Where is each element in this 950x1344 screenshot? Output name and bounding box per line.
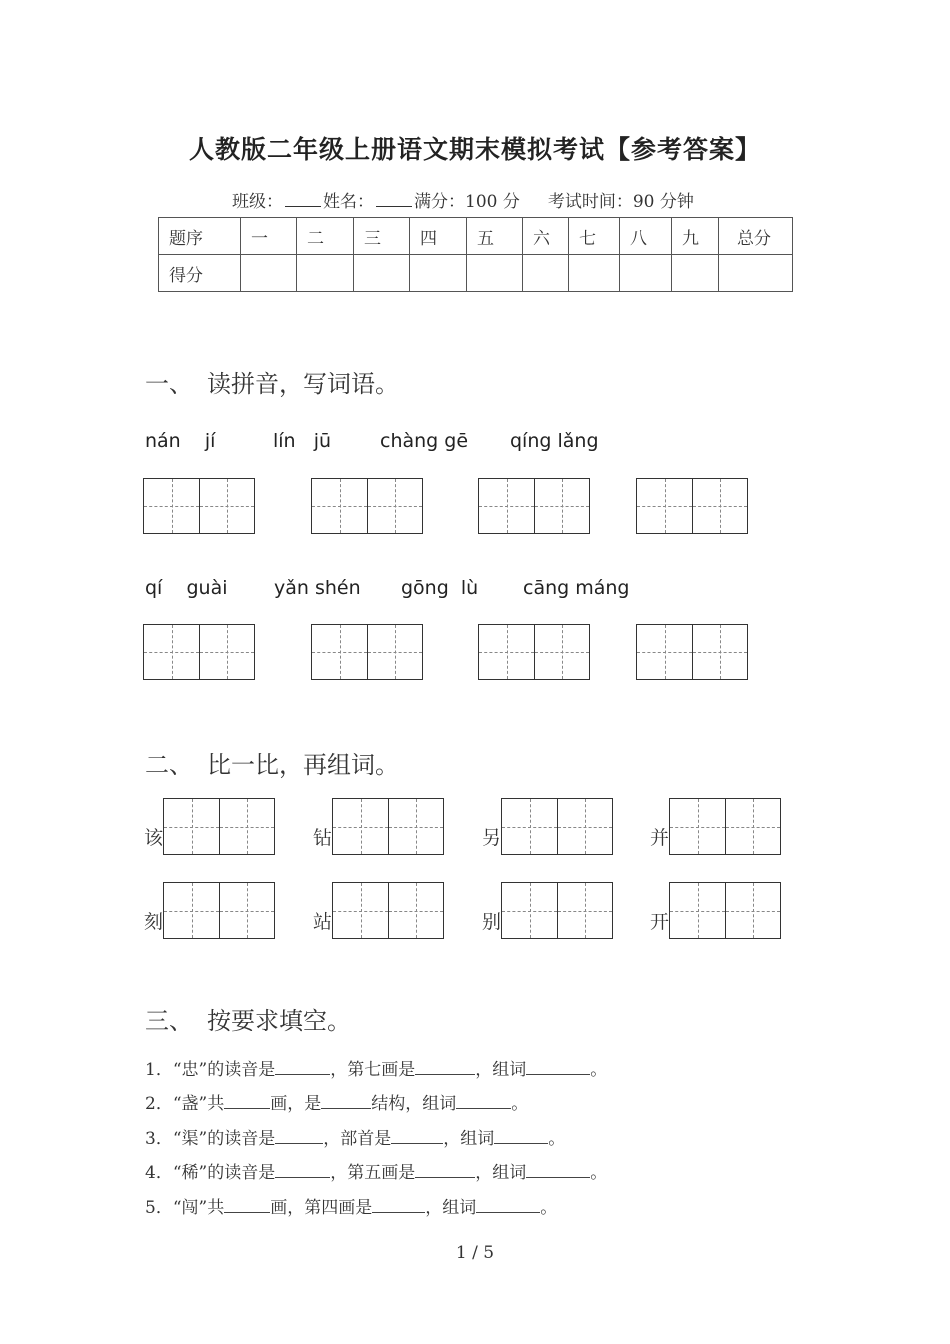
fill-question [145, 1158, 607, 1183]
score-header-cell: 九 [672, 218, 719, 255]
answer-blank[interactable] [275, 1059, 330, 1075]
question-text: 画，第四画是 [270, 1198, 373, 1218]
score-header-cell: 总分 [719, 218, 793, 255]
question-number: 3． [145, 1129, 173, 1149]
question-number: 2． [145, 1094, 173, 1114]
question-text: “盏”共 [172, 1094, 225, 1114]
question-text: ，第五画是 [330, 1163, 416, 1183]
score-header-cell: 七 [569, 218, 620, 255]
answer-blank[interactable] [526, 1162, 590, 1178]
writing-grid[interactable] [669, 882, 781, 939]
compare-char: 钻 [313, 827, 333, 849]
score-table-header-row [159, 218, 793, 255]
question-text: 画，是 [270, 1094, 322, 1114]
writing-grid[interactable] [636, 478, 748, 534]
question-text: “稀”的读音是 [172, 1163, 276, 1183]
writing-grid[interactable] [143, 478, 255, 534]
writing-grid[interactable] [311, 624, 423, 680]
section3-title: 按要求填空。 [207, 1007, 351, 1035]
answer-blank[interactable] [275, 1128, 323, 1144]
score-cell[interactable] [467, 255, 523, 292]
question-number: 4． [145, 1163, 173, 1183]
section3-number: 三、 [145, 1007, 193, 1035]
name-label: 姓名： [323, 192, 374, 212]
writing-grid[interactable] [332, 882, 444, 939]
section2-title: 比一比，再组词。 [207, 751, 399, 779]
score-cell[interactable] [719, 255, 793, 292]
page-number: 1 / 5 [455, 1243, 495, 1263]
score-cell[interactable] [410, 255, 467, 292]
compare-char: 别 [482, 911, 502, 933]
score-table [158, 217, 793, 292]
answer-blank[interactable] [321, 1093, 371, 1109]
answer-blank[interactable] [415, 1162, 475, 1178]
writing-grid[interactable] [501, 798, 613, 855]
score-cell[interactable] [297, 255, 354, 292]
fill-question [145, 1193, 557, 1218]
question-text: ，组词 [443, 1129, 495, 1149]
pinyin-label: nán jí [145, 430, 216, 452]
section2-number: 二、 [145, 751, 193, 779]
score-cell[interactable] [672, 255, 719, 292]
pinyin-label: cāng máng [523, 577, 630, 599]
score-header-cell: 题序 [159, 218, 241, 255]
score-row-label: 得分 [159, 255, 241, 292]
answer-blank[interactable] [456, 1093, 511, 1109]
writing-grid[interactable] [311, 478, 423, 534]
full-score: 满分：100 分 [414, 192, 520, 212]
answer-blank[interactable] [415, 1059, 475, 1075]
question-text: 。 [590, 1060, 608, 1080]
section2-heading [145, 745, 399, 780]
score-header-cell: 三 [354, 218, 410, 255]
answer-blank[interactable] [391, 1128, 443, 1144]
answer-blank[interactable] [224, 1093, 270, 1109]
score-header-cell: 八 [620, 218, 672, 255]
question-text: 。 [590, 1163, 608, 1183]
writing-grid[interactable] [163, 798, 275, 855]
pinyin-label: lín jū [273, 430, 332, 452]
answer-blank[interactable] [224, 1197, 270, 1213]
fill-question [145, 1089, 528, 1114]
score-header-cell: 六 [523, 218, 569, 255]
question-text: ，组词 [475, 1163, 527, 1183]
writing-grid[interactable] [669, 798, 781, 855]
answer-blank[interactable] [372, 1197, 425, 1213]
question-text: “闯”共 [172, 1198, 225, 1218]
question-text: ，组词 [425, 1198, 477, 1218]
writing-grid[interactable] [163, 882, 275, 939]
pinyin-label: chàng gē [380, 430, 469, 452]
compare-char: 开 [650, 911, 670, 933]
compare-char: 并 [650, 827, 670, 849]
question-text: ，第七画是 [330, 1060, 416, 1080]
section1-title: 读拼音，写词语。 [207, 370, 399, 398]
answer-blank[interactable] [526, 1059, 590, 1075]
answer-blank[interactable] [275, 1162, 330, 1178]
question-number: 1． [145, 1060, 173, 1080]
writing-grid[interactable] [332, 798, 444, 855]
fill-question [145, 1124, 565, 1149]
writing-grid[interactable] [501, 882, 613, 939]
score-cell[interactable] [354, 255, 410, 292]
score-cell[interactable] [569, 255, 620, 292]
writing-grid[interactable] [478, 624, 590, 680]
section1-heading [145, 364, 399, 399]
compare-char: 该 [144, 827, 164, 849]
question-text: ，部首是 [323, 1129, 392, 1149]
exam-info-line [232, 187, 694, 212]
compare-char: 另 [482, 827, 502, 849]
question-text: “忠”的读音是 [172, 1060, 276, 1080]
question-text: 结构，组词 [371, 1094, 457, 1114]
pinyin-label: gōng lù [401, 577, 479, 599]
section3-heading [145, 1001, 351, 1036]
pinyin-label: qíng lǎng [510, 430, 599, 452]
pinyin-label: yǎn shén [274, 577, 361, 599]
score-table-score-row [159, 255, 793, 292]
writing-grid[interactable] [143, 624, 255, 680]
class-blank[interactable] [285, 192, 321, 207]
score-cell[interactable] [523, 255, 569, 292]
writing-grid[interactable] [636, 624, 748, 680]
class-label: 班级： [232, 192, 283, 212]
question-text: 。 [548, 1129, 566, 1149]
answer-blank[interactable] [476, 1197, 540, 1213]
score-header-cell: 一 [241, 218, 297, 255]
question-number: 5． [145, 1198, 173, 1218]
question-text: ，组词 [475, 1060, 527, 1080]
answer-blank[interactable] [494, 1128, 548, 1144]
exam-time: 考试时间：90 分钟 [547, 192, 694, 212]
score-cell[interactable] [241, 255, 297, 292]
pinyin-label: qí guài [145, 577, 228, 599]
score-header-cell: 四 [410, 218, 467, 255]
question-text: “渠”的读音是 [172, 1129, 276, 1149]
compare-char: 刻 [144, 911, 164, 933]
writing-grid[interactable] [478, 478, 590, 534]
name-blank[interactable] [376, 192, 412, 207]
question-text: 。 [511, 1094, 529, 1114]
score-cell[interactable] [620, 255, 672, 292]
page-title: 人教版二年级上册语文期末模拟考试【参考答案】 [188, 135, 761, 164]
fill-question [145, 1055, 607, 1080]
section1-number: 一、 [145, 370, 193, 398]
score-header-cell: 五 [467, 218, 523, 255]
compare-char: 站 [313, 911, 333, 933]
score-header-cell: 二 [297, 218, 354, 255]
question-text: 。 [540, 1198, 558, 1218]
